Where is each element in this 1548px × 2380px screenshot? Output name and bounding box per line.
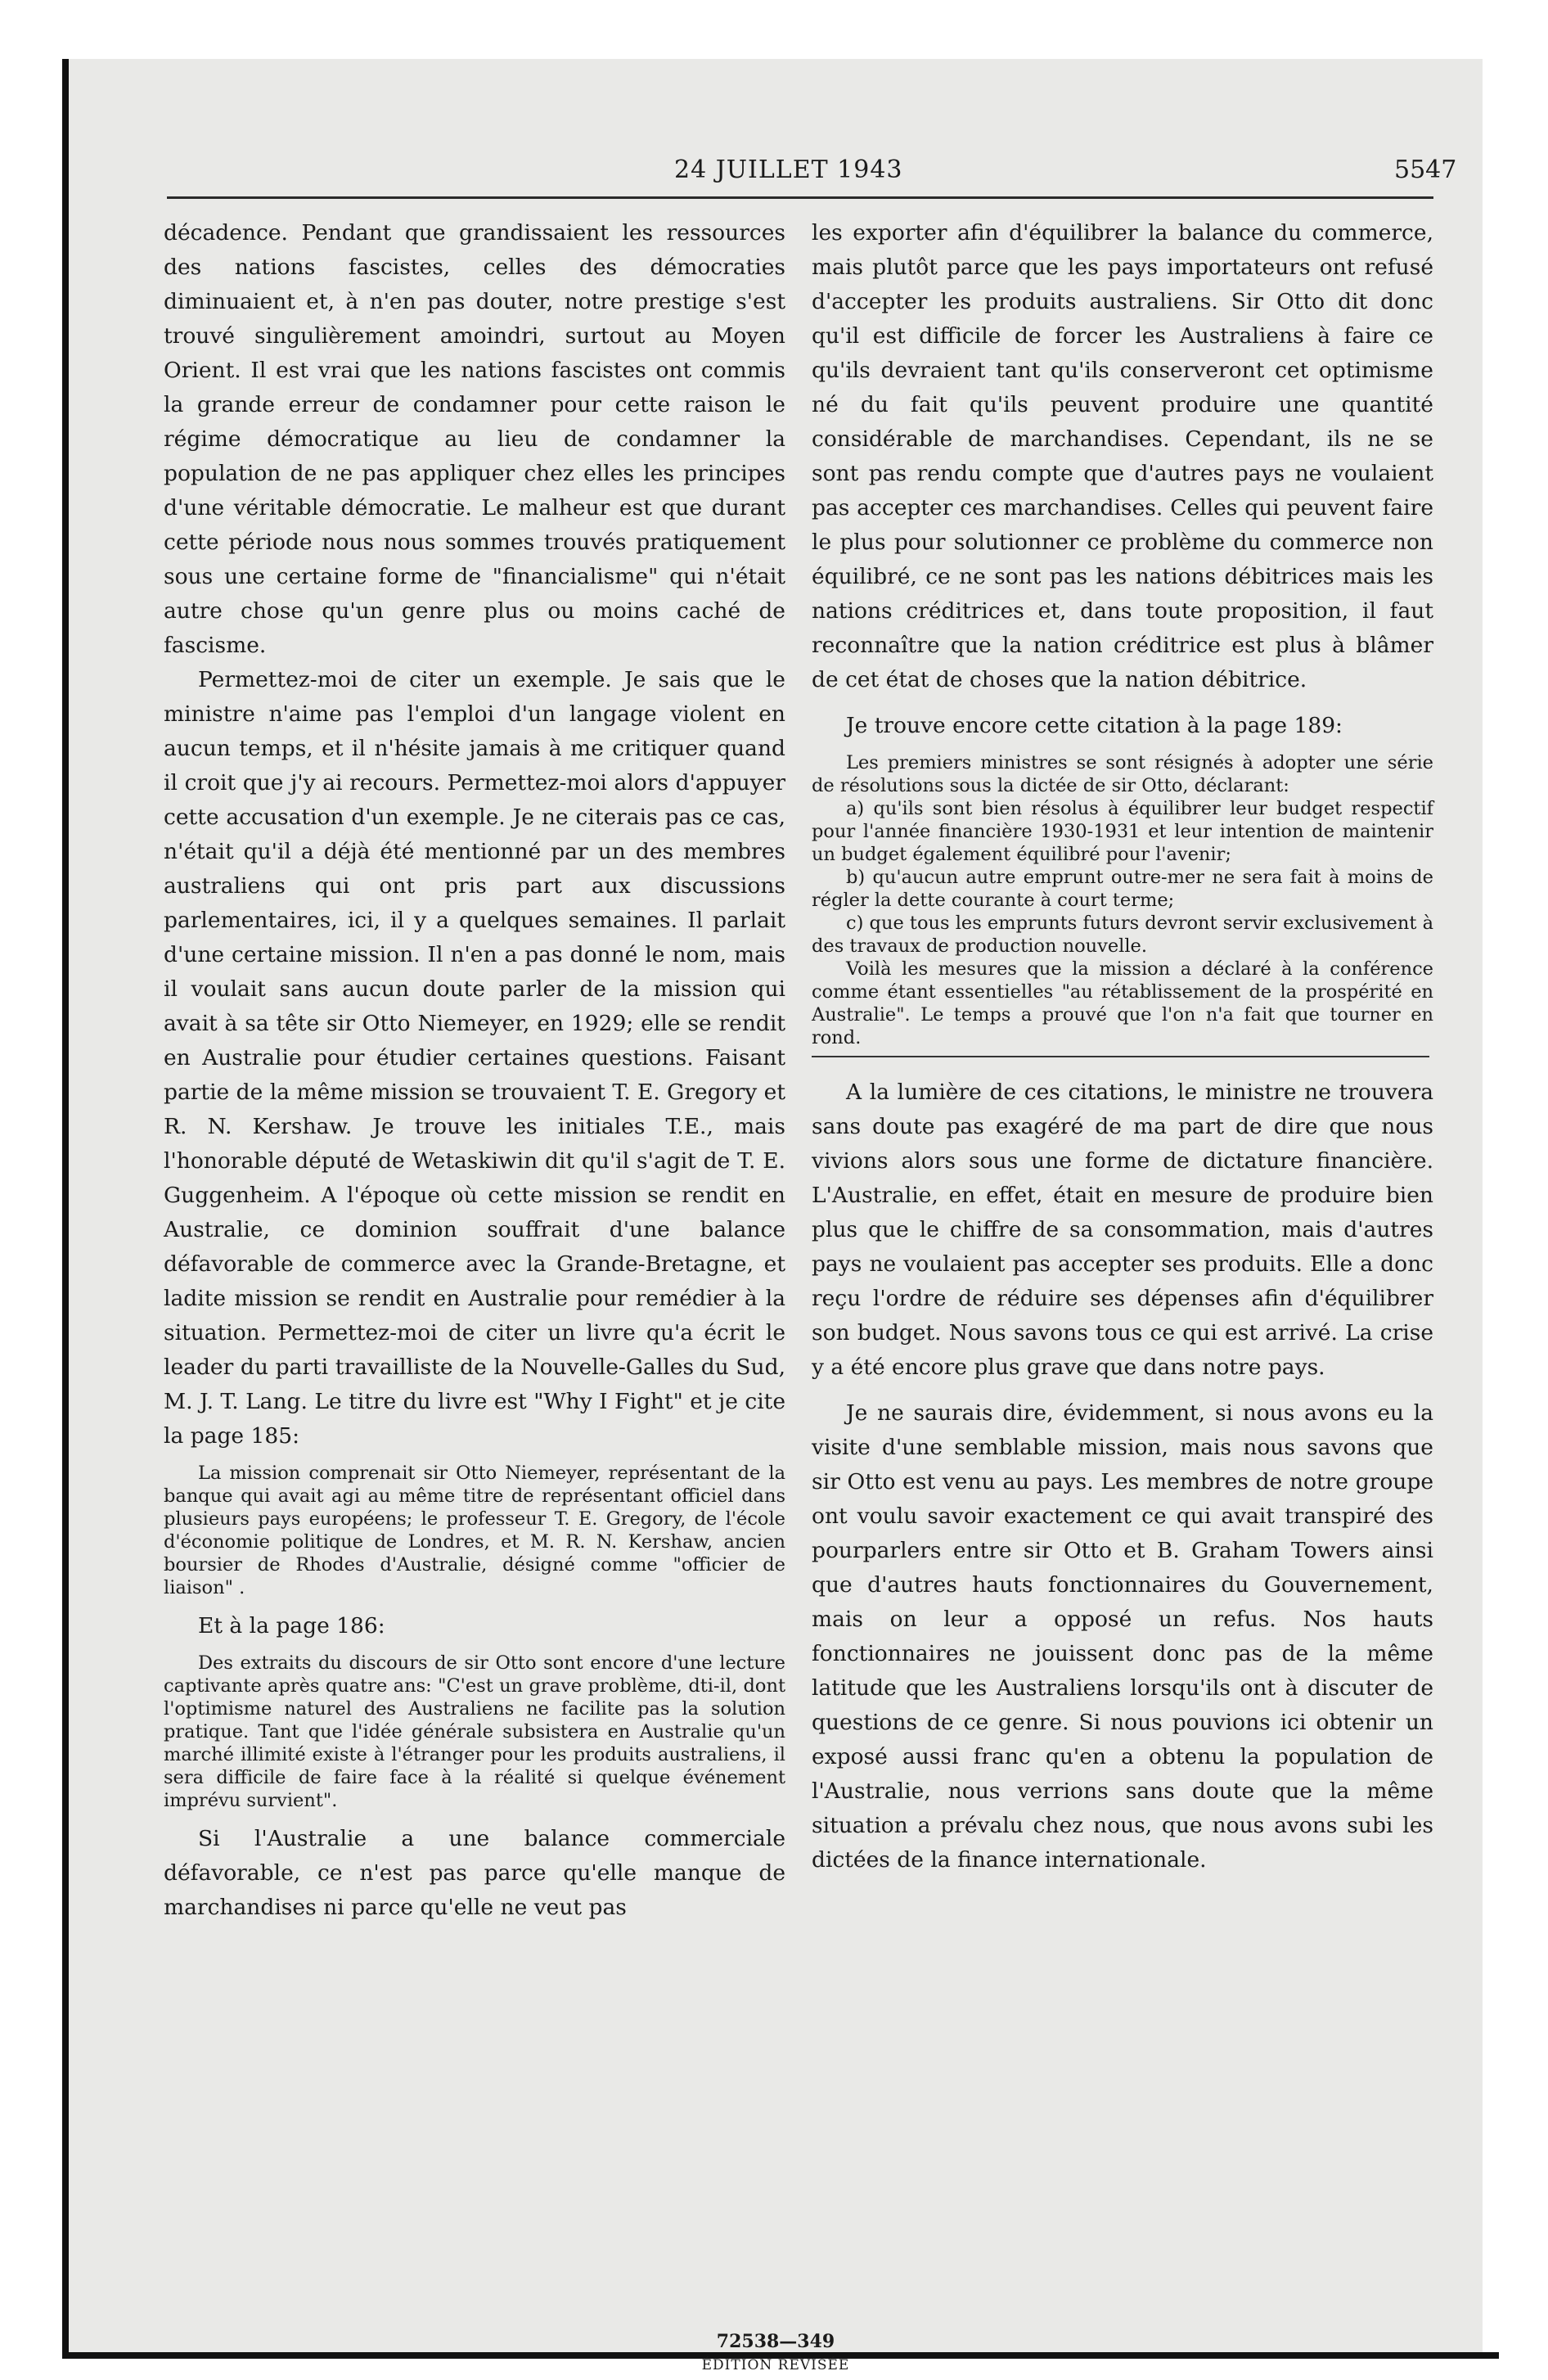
- page-number: 5547: [1394, 156, 1457, 184]
- quote-rule: [812, 1056, 1429, 1057]
- footer-edition: ÉDITION REVISÉE: [701, 2357, 850, 2373]
- block-quote-item-a: a) qu'ils sont bien résolus à équilibrer leur budget respectif pour l'année financière 1930-1931 et leur intention de maintenir un budget également équilibré pour l'avenir;: [812, 798, 1433, 865]
- paragraph: les exporter afin d'équilibrer la balance du commerce, mais plutôt parce que les pays importateurs ont refusé d'accepter les produits australiens. Sir Otto dit donc qu'il est difficile de forcer les Australiens à faire ce qu'ils devraient tant qu'ils conserveront cet optimisme né du fait qu'ils peuvent produire une quantité considérable de marchandises. Cependant, ils ne se sont pas rendu compte que d'autres pays ne voulaient pas accepter ces marchandises. Celles qui peuvent faire le plus pour solutionner ce problème du commerce non équilibré, ce ne sont pas les nations débitrices mais les nations créditrices et, dans toute proposition, il faut reconnaître que la nation créditrice est plus à blâmer de cet état de choses que la nation débitrice.: [812, 220, 1433, 692]
- block-quote-item-c: c) que tous les emprunts futurs devront servir exclusivement à des travaux de production nouvelle.: [812, 913, 1433, 957]
- block-quote-item-b: b) qu'aucun autre emprunt outre-mer ne sera fait à moins de régler la dette courante à court terme;: [812, 867, 1433, 911]
- block-quote: La mission comprenait sir Otto Niemeyer, représentant de la banque qui avait agi au même titre de représentant officiel dans plusieurs pays européens; le professeur T. E. Gregory, de l'école d'économie politique de Londres, et M. R. N. Kershaw, ancien boursier de Rhodes d'Australie, désigné comme "officier de liaison" .: [164, 1463, 785, 1598]
- block-quote: Les premiers ministres se sont résignés à adopter une série de résolutions sous la dictée de sir Otto, déclarant:: [812, 752, 1433, 796]
- paragraph: Je ne saurais dire, évidemment, si nous avons eu la visite d'une semblable mission, mais nous savons que sir Otto est venu au pays. Les membres de notre groupe ont voulu savoir exactement ce qui avait transpiré des pourparlers entre sir Otto et B. Graham Towers ainsi que d'autres hauts fonctionnaires du Gouvernement, mais on leur a opposé un refus. Nos hauts fonctionnaires ne jouissent donc pas de la même latitude que les Australiens lorsqu'ils ont à discuter de questions de ce genre. Si nous pouvions ici obtenir un exposé aussi franc qu'en a obtenu la population de l'Australie, nous verrions sans doute que la même situation a prévalu chez nous, que nous avons subi les dictées de la finance internationale.: [812, 1400, 1433, 1873]
- paragraph: Permettez-moi de citer un exemple. Je sais que le ministre n'aime pas l'emploi d'un langage violent en aucun temps, et il n'hésite jamais à me critiquer quand il croit que j'y ai recours. Permettez-moi alors d'appuyer cette accusation d'un exemple. Je ne citerais pas ce cas, n'était qu'il a déjà été mentionné par un des membres australiens qui ont pris part aux discussions parlementaires, ici, il y a quelques semaines. Il parlait d'une certaine mission. Il n'en a pas donné le nom, mais il voulait sans aucun doute parler de la mission qui avait à sa tête sir Otto Niemeyer, en 1929; elle se rendit en Australie pour étudier certaines questions. Faisant partie de la même mission se trouvaient T. E. Gregory et R. N. Kershaw. Je trouve les initiales T.E., mais l'honorable député de Wetaskiwin dit qu'il s'agit de T. E. Guggenheim. A l'époque où cette mission se rendit en Australie, ce dominion souffrait d'une balance défavorable de commerce avec la Grande-Bretagne, et ladite mission se rendit en Australie pour remédier à la situation. Permettez-moi de citer un livre qu'a écrit le leader du parti travailliste de la Nouvelle-Galles du Sud, M. J. T. Lang. Le titre du livre est "Why I Fight" et je cite la page 185:: [164, 667, 785, 1449]
- paragraph: Je trouve encore cette citation à la page 189:: [846, 713, 1343, 738]
- paragraph: décadence. Pendant que grandissaient les ressources des nations fascistes, celles des démocraties diminuaient et, à n'en pas douter, notre prestige s'est trouvé singulièrement amoindri, surtout au Moyen Orient. Il est vrai que les nations fascistes ont commis la grande erreur de condamner pour cette raison le régime démocratique au lieu de condamner la population de ne pas appliquer chez elles les principes d'une véritable démocratie. Le malheur est que durant cette période nous nous sommes trouvés pratiquement sous une certaine forme de "financialisme" qui n'était autre chose qu'un genre plus ou moins caché de fascisme.: [164, 220, 785, 658]
- block-quote: Des extraits du discours de sir Otto sont encore d'une lecture captivante après quatre ans: "C'est un grave problème, dti-il, dont l'optimisme naturel des Australiens ne facilite pas la solution pratique. Tant que l'idée générale subsistera en Australie qu'un marché illimité existe à l'étranger pour les produits australiens, il sera difficile de faire face à la réalité si quelque événement imprévu survient".: [164, 1652, 785, 1811]
- block-quote: Voilà les mesures que la mission a déclaré à la conférence comme étant essentielles "au rétablissement de la prospérité en Australie". Le temps a prouvé que l'on n'a fait que tourner en rond.: [812, 958, 1433, 1048]
- paragraph: Si l'Australie a une balance commerciale défavorable, ce n'est pas parce qu'elle manque de marchandises ni parce qu'elle ne veut pas: [164, 1826, 785, 1920]
- footer-code: 72538—349: [716, 2331, 835, 2352]
- paragraph: A la lumière de ces citations, le ministre ne trouvera sans doute pas exagéré de ma part de dire que nous vivions alors sous une forme de dictature financière. L'Australie, en effet, était en mesure de produire bien plus que le chiffre de sa consommation, mais d'autres pays ne voulaient pas accepter ses produits. Elle a donc reçu l'ordre de réduire ses dépenses afin d'équilibrer son budget. Nous savons tous ce qui est arrivé. La crise y a été encore plus grave que dans notre pays.: [812, 1080, 1433, 1380]
- header-rule: [167, 196, 1433, 199]
- header-date: 24 JUILLET 1943: [674, 156, 903, 184]
- document-page: [69, 59, 1483, 2373]
- right-column: [812, 216, 1433, 1877]
- scan-border-left: [62, 59, 69, 2359]
- paragraph: Et à la page 186:: [198, 1613, 385, 1639]
- left-column: [164, 216, 785, 1925]
